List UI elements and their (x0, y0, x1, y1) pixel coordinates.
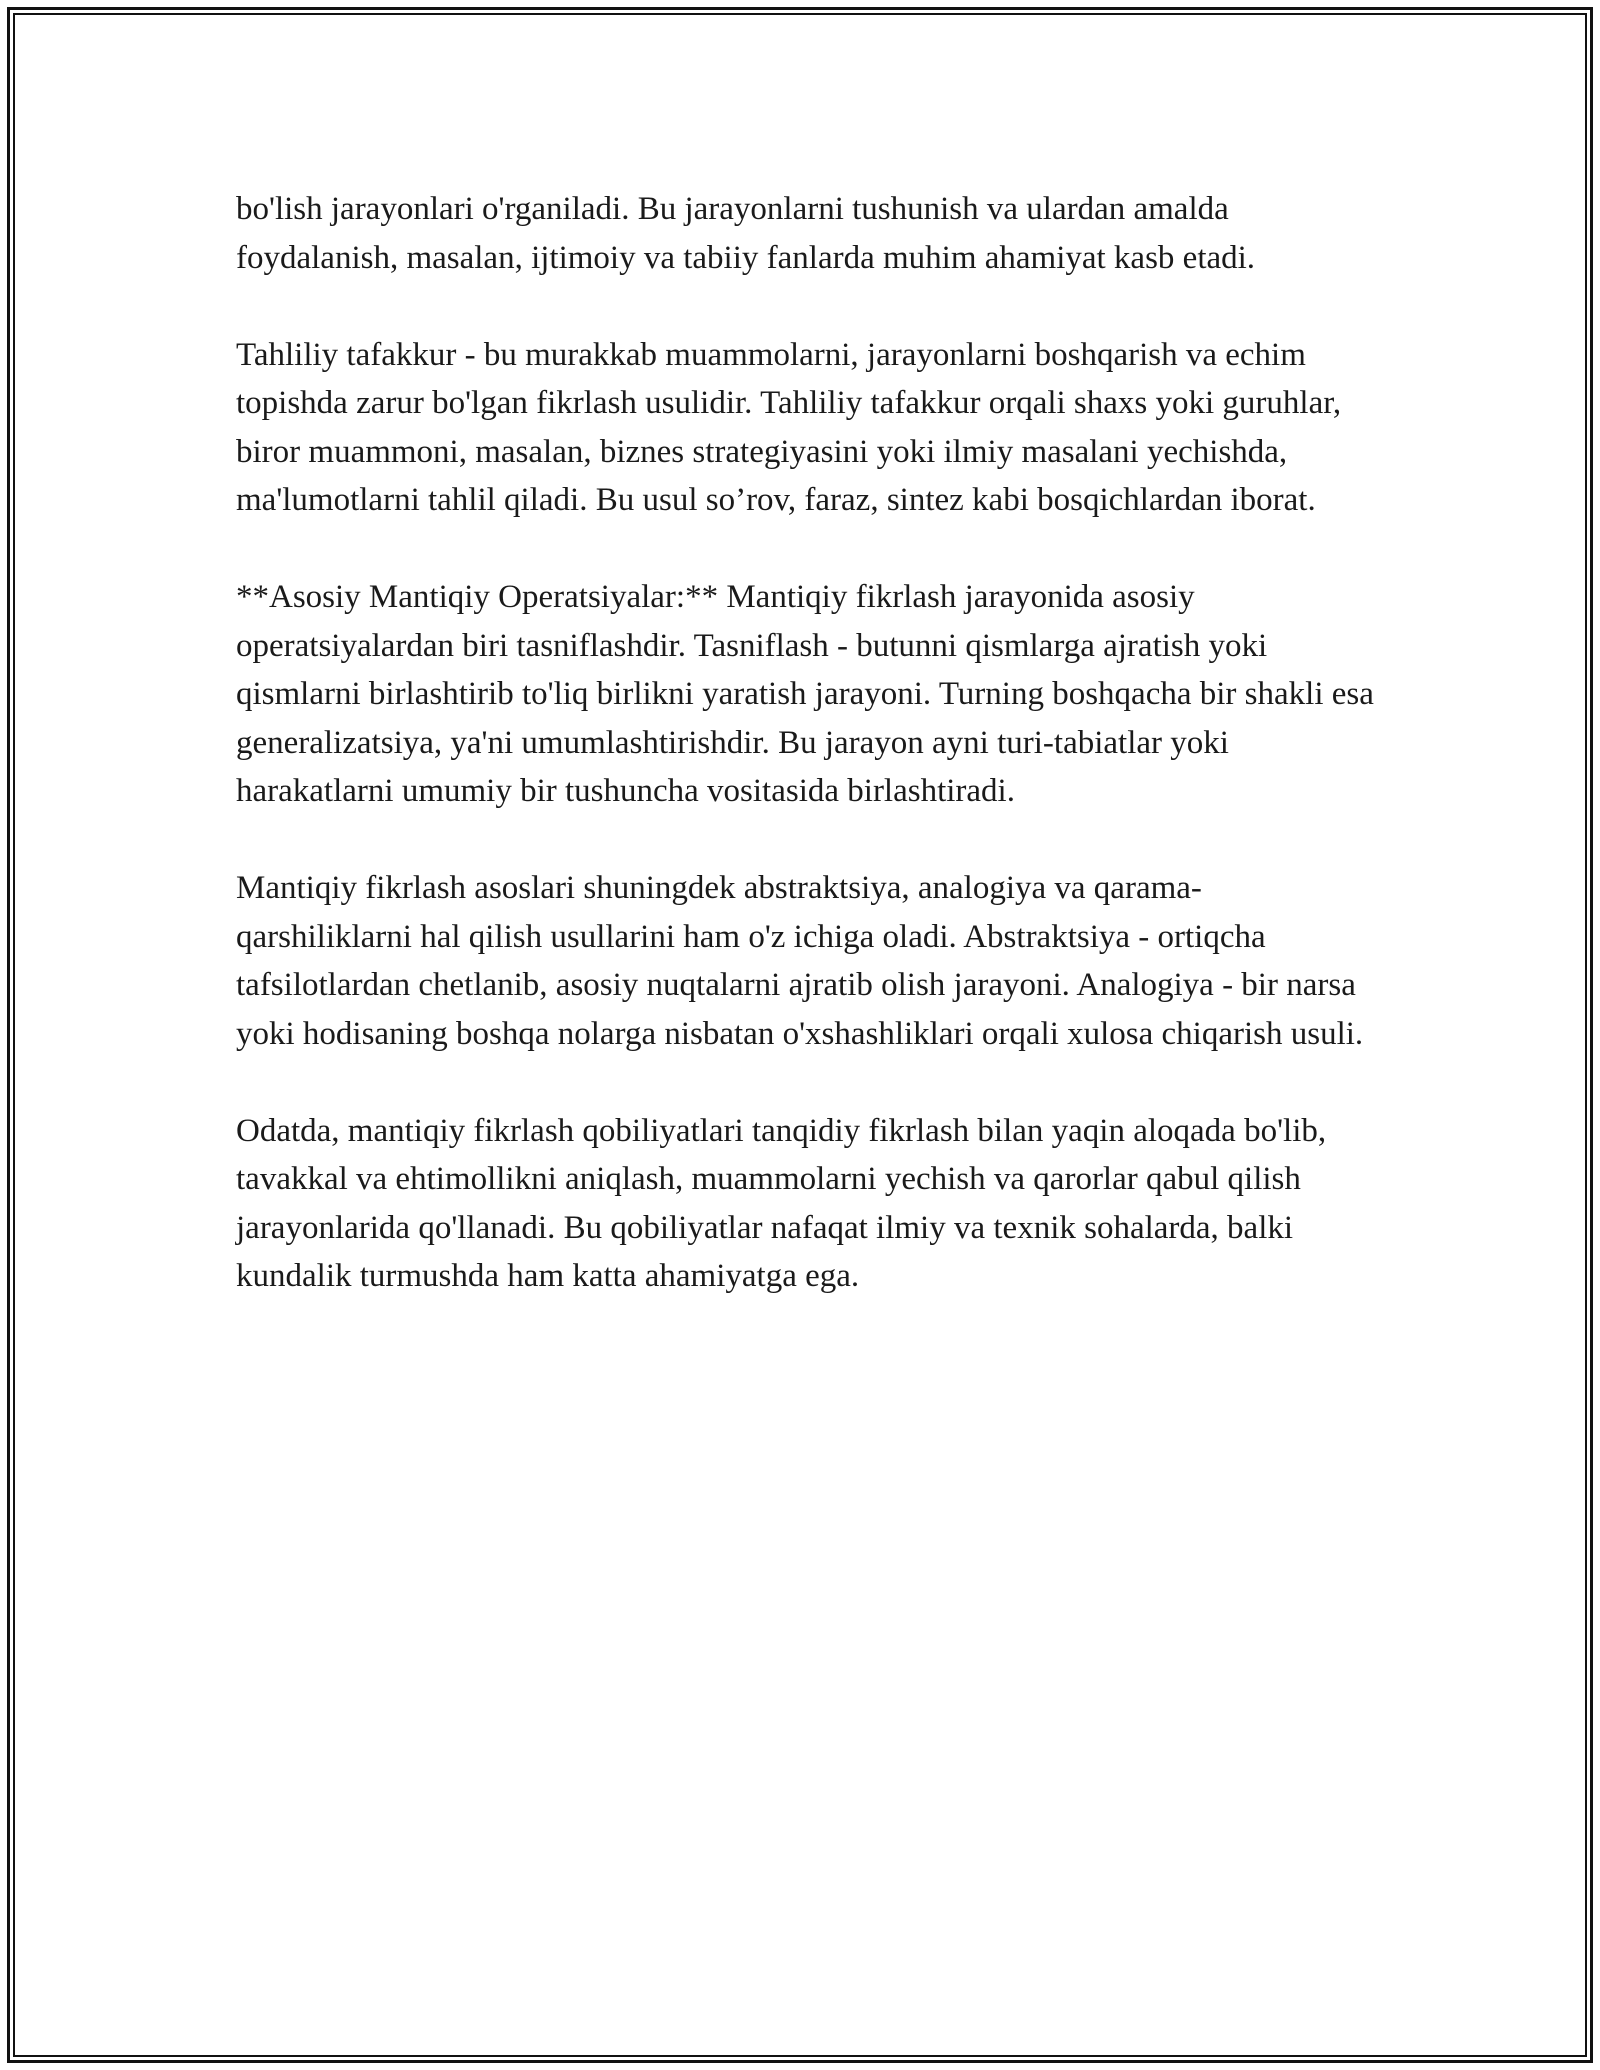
paragraph: **Asosiy Mantiqiy Operatsiyalar:** Mantiqiy fikrlash jarayonida asosiy operatsiyalardan biri tasniflashdir. Tasniflash - butunni qismlarga ajratish yoki qismlarni birlashtirib to'liq birlikni yaratish jarayoni. Turning boshqacha bir shakli esa generalizatsiya, ya'ni umumlashtirishdir. Bu jarayon ayni turi-tabiatlar yoki harakatlarni umumiy bir tushuncha vositasida birlashtiradi. (236, 579, 1374, 809)
document-body (236, 185, 1376, 1349)
paragraph: Tahliliy tafakkur - bu murakkab muammolarni, jarayonlarni boshqarish va echim topishda zarur bo'lgan fikrlash usulidir. Tahliliy tafakkur orqali shaxs yoki guruhlar, biror muammoni, masalan, biznes strategiyasini yoki ilmiy masalani yechishda, ma'lumotlarni tahlil qiladi. Bu usul so’rov, faraz, sintez kabi bosqichlardan iborat. (236, 336, 1342, 518)
paragraph: bo'lish jarayonlari o'rganiladi. Bu jarayonlarni tushunish va ulardan amalda foydalanish, masalan, ijtimoiy va tabiiy fanlarda muhim ahamiyat kasb etadi. (236, 191, 1256, 276)
paragraph: Odatda, mantiqiy fikrlash qobiliyatlari tanqidiy fikrlash bilan yaqin aloqada bo'lib, tavakkal va ehtimollikni aniqlash, muammolarni yechish va qarorlar qabul qilish jarayonlarida qo'llanadi. Bu qobiliyatlar nafaqat ilmiy va texnik sohalarda, balki kundalik turmushda ham katta ahamiyatga ega. (236, 1112, 1327, 1294)
paragraph: Mantiqiy fikrlash asoslari shuningdek abstraktsiya, analogiya va qarama-qarshiliklarni hal qilish usullarini ham o'z ichiga oladi. Abstraktsiya - ortiqcha tafsilotlardan chetlanib, asosiy nuqtalarni ajratib olish jarayoni. Analogiya - bir narsa yoki hodisaning boshqa nolarga nisbatan o'xshashliklari orqali xulosa chiqarish usuli. (236, 870, 1364, 1052)
